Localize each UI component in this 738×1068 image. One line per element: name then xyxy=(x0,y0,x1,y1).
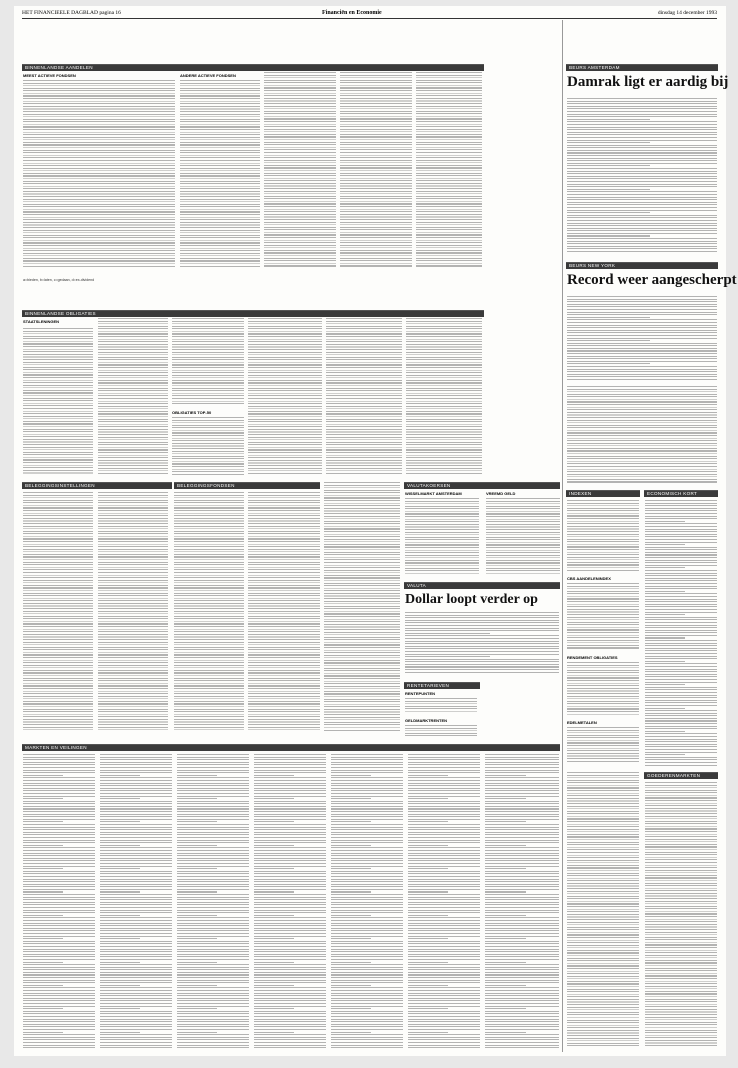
section-heading: RENTETARIEVEN xyxy=(404,683,480,689)
table-fondsen-3 xyxy=(324,482,400,736)
table-indexen-3 xyxy=(567,662,639,718)
table-obligaties-6 xyxy=(406,318,482,478)
table-valuta-2 xyxy=(486,498,560,578)
section-goederenmarkten xyxy=(644,772,718,779)
section-valutakoersen xyxy=(404,482,560,489)
table-aandelen-4 xyxy=(340,72,412,272)
section-heading: BEURS AMSTERDAM xyxy=(566,65,718,71)
section-beurs-new-york xyxy=(566,262,718,269)
table-belegging-2 xyxy=(98,492,168,736)
markten-col-3 xyxy=(177,754,249,1052)
table-obligaties-5 xyxy=(326,318,402,478)
table-fondsen-1 xyxy=(174,492,244,736)
subhead-rentepunten: RENTEPUNTEN xyxy=(405,691,436,696)
subhead-rendementen: RENDEMENT OBLIGATIES xyxy=(567,655,618,660)
section-valuta xyxy=(404,582,560,589)
paper-name: HET FINANCIEELE DAGBLAD pagina 16 xyxy=(22,10,121,16)
markten-col-6 xyxy=(408,754,480,1052)
table-indexen-1 xyxy=(567,500,639,574)
section-binnenlandse-obligaties xyxy=(22,310,484,317)
section-heading: BINNENLANDSE AANDELEN xyxy=(22,65,484,71)
section-heading: VALUTAKOERSEN xyxy=(404,483,560,489)
section-heading: BEURS NEW YORK xyxy=(566,263,718,269)
headline-valuta: Dollar loopt verder op xyxy=(405,592,538,607)
footnote: a=bieden, b=laten, c=gedaan, d=ex-dividend xyxy=(23,278,95,282)
issue-date: dinsdag 14 december 1993 xyxy=(657,10,717,16)
headline-amsterdam: Damrak ligt er aardig bij xyxy=(567,74,729,90)
table-obligaties-4 xyxy=(248,318,322,478)
markten-col-7 xyxy=(485,754,559,1052)
table-indexen-4 xyxy=(567,727,639,765)
table-goederen-2 xyxy=(567,772,639,1052)
subhead-andere-fondsen: ANDERE ACTIEVE FONDSEN xyxy=(180,73,236,78)
section-markten-en-veilingen xyxy=(22,744,560,751)
section-economisch-kort xyxy=(644,490,718,497)
subhead-meest-actieve: MEEST ACTIEVE FONDSEN xyxy=(23,73,76,78)
table-aandelen-2 xyxy=(180,80,260,272)
table-belegging-1 xyxy=(23,492,93,736)
subhead-aandelenindex: CBS AANDELENINDEX xyxy=(567,576,611,581)
table-indexen-2 xyxy=(567,583,639,653)
table-aandelen-5 xyxy=(416,72,482,272)
subhead-wisselmarkt: WISSELMARKT AMSTERDAM xyxy=(405,491,462,496)
page-header xyxy=(22,8,717,19)
column-divider xyxy=(562,20,563,1052)
article-amsterdam-body xyxy=(567,98,717,256)
table-fondsen-2 xyxy=(248,492,320,736)
markten-col-5 xyxy=(331,754,403,1052)
table-obligaties-3 xyxy=(172,318,244,408)
section-heading: ECONOMISCH KORT xyxy=(644,491,718,497)
section-heading: BELEGGINGSINSTELLINGEN xyxy=(22,483,172,489)
section-heading: INDEXEN xyxy=(566,491,640,497)
markten-col-4 xyxy=(254,754,326,1052)
table-goederen xyxy=(645,782,717,1052)
table-rente-2 xyxy=(405,725,477,739)
table-rente-1 xyxy=(405,698,477,716)
table-obligaties-1 xyxy=(23,328,93,478)
table-aandelen-1 xyxy=(23,80,175,272)
section-heading: BELEGGINGSFONDSEN xyxy=(174,483,320,489)
section-beurs-amsterdam xyxy=(566,64,718,71)
article-new-york-body xyxy=(567,296,717,382)
section-binnenlandse-aandelen xyxy=(22,64,484,71)
table-valuta-1 xyxy=(405,498,479,578)
subhead-staatsleningen: STAATSLENINGEN xyxy=(23,319,60,324)
section-heading: BINNENLANDSE OBLIGATIES xyxy=(22,311,484,317)
section-heading: MARKTEN EN VEILINGEN xyxy=(22,745,560,751)
table-aandelen-3 xyxy=(264,72,336,272)
subhead-obligaties-top: OBLIGATIES TOP-50 xyxy=(172,410,212,415)
markten-col-2 xyxy=(100,754,172,1052)
section-heading: VALUTA xyxy=(404,583,560,589)
section-title: Financiën en Economie xyxy=(322,10,382,16)
section-rentetarieven xyxy=(404,682,480,689)
subhead-geldmarkt: GELDMARKTRENTEN xyxy=(405,718,447,723)
table-obligaties-top xyxy=(172,417,244,477)
section-heading: GOEDERENMARKTEN xyxy=(644,773,718,779)
subhead-vreemd-geld: VREEMD GELD xyxy=(486,491,516,496)
newspaper-page xyxy=(14,6,737,1056)
headline-new-york: Record weer aangescherpt xyxy=(567,272,737,288)
table-obligaties-2 xyxy=(98,318,168,478)
subhead-edelmetalen: EDELMETALEN xyxy=(567,720,597,725)
section-beleggingsfondsen xyxy=(174,482,320,489)
section-beleggingsinstellingen xyxy=(22,482,172,489)
article-economisch-kort xyxy=(645,500,717,768)
table-new-york xyxy=(567,386,717,486)
article-valuta-body xyxy=(405,612,559,676)
markten-col-1 xyxy=(23,754,95,1052)
section-indexen xyxy=(566,490,640,497)
